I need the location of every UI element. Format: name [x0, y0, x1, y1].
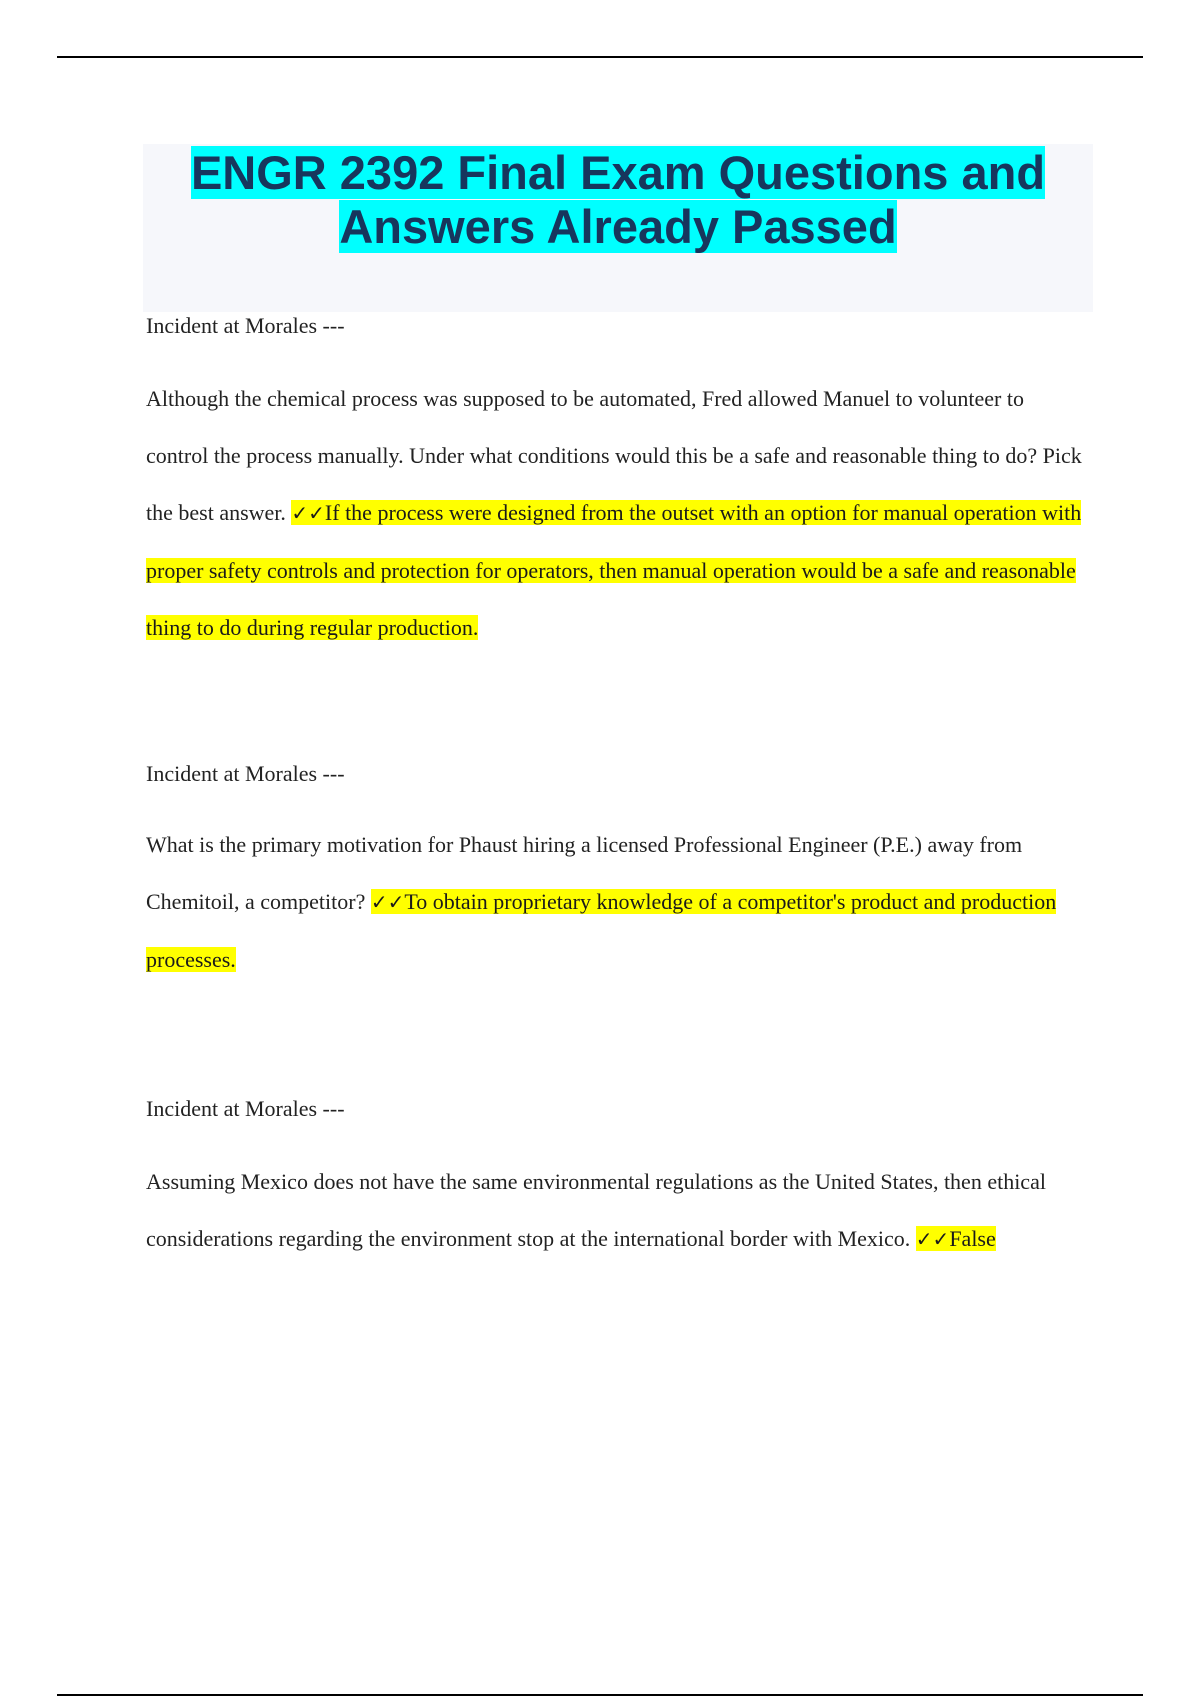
- question-text-1: Although the chemical process was supposed to be automated, Fred allowed Manuel to volunteer to control the process manually. Under what conditions would this be a safe and reasonable thing to do? Pick the best answer.: [146, 386, 1082, 525]
- answer-highlight-1: [146, 500, 1081, 640]
- header-rule: [57, 56, 1143, 58]
- title-banner: [143, 144, 1093, 312]
- question-text-2: What is the primary motivation for Phaust hiring a licensed Professional Engineer (P.E.) away from Chemitoil, a competitor?: [146, 832, 1023, 914]
- question-text-3: Assuming Mexico does not have the same environmental regulations as the United States, then ethical considerations regarding the environment stop at the international border with Mexico.: [146, 1169, 1046, 1251]
- question-block-3: [146, 1153, 1086, 1268]
- section-label-2: Incident at Morales ---: [146, 761, 345, 786]
- footer-rule: [57, 1694, 1143, 1696]
- question-block-2: [146, 816, 1086, 988]
- answer-text-2: To obtain proprietary knowledge of a competitor's product and production processes.: [146, 889, 1057, 972]
- check-mark-icon: ✓✓: [291, 501, 325, 525]
- section-label-3: Incident at Morales ---: [146, 1096, 345, 1121]
- question-block-1: [146, 370, 1086, 656]
- check-mark-icon: ✓✓: [915, 1227, 950, 1251]
- section-label-1: Incident at Morales ---: [146, 313, 345, 338]
- title-line-1: ENGR 2392 Final Exam Questions and: [190, 146, 1046, 199]
- answer-text-1: If the process were designed from the outset with an option for manual operation with proper safety controls and protection for operators, then manual operation would be a safe and reasonable thing to do during regular production.: [146, 500, 1082, 640]
- answer-highlight-3: [916, 1226, 996, 1251]
- document-title: [143, 144, 1093, 254]
- title-line-2: Answers Already Passed: [339, 200, 897, 253]
- check-mark-icon: ✓✓: [370, 890, 405, 914]
- answer-text-3: False: [949, 1226, 996, 1251]
